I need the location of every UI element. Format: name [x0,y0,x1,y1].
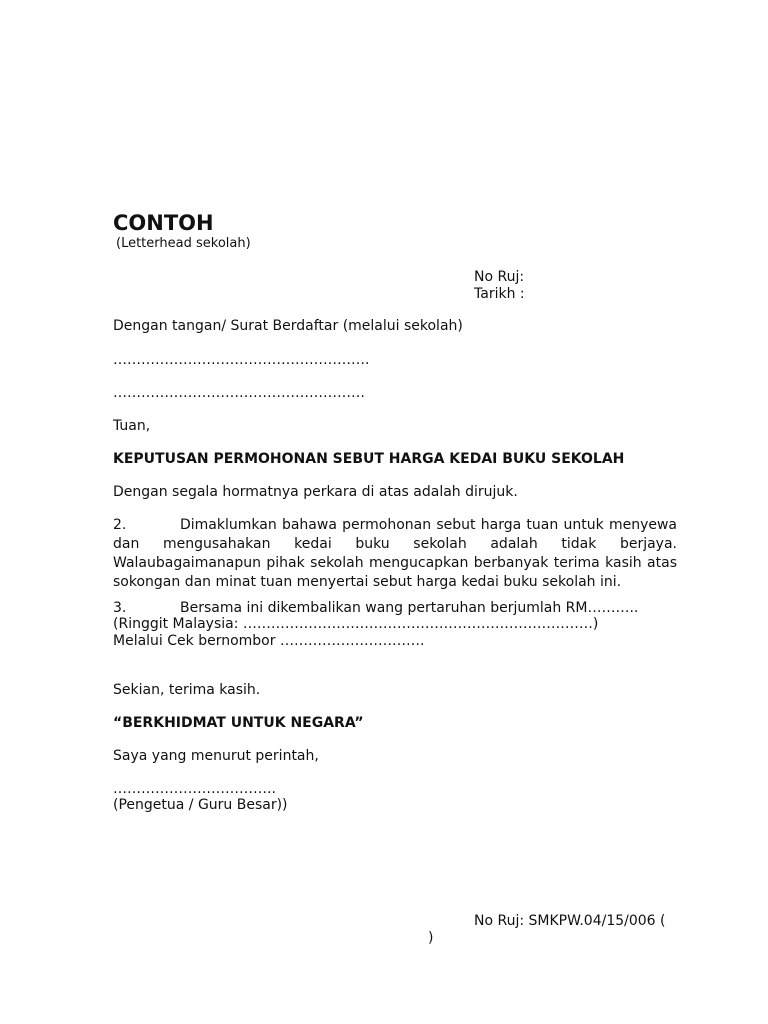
reference-label: No Ruj: [474,269,525,285]
paragraph-2-number: 2. [113,517,127,533]
paragraph-3-number: 3. [113,600,127,616]
signoff-text: Saya yang menurut perintah, [113,748,319,764]
cheque-line: Melalui Cek bernombor …………………………. [113,633,425,649]
paragraph-2-text: Dimaklumkan bahawa permohonan sebut harga tuan untuk menyewa dan mengusahakan kedai buku sekolah adalah tidak berjaya. Walaubagaimanapun pihak sekolah mengucapkan berbanyak terima kasih atas sokongan dan minat tuan menyertai sebut harga kedai buku sekolah ini. [113,517,677,590]
salutation: Tuan, [113,418,151,434]
signatory-title: (Pengetua / Guru Besar)) [113,797,288,813]
ringgit-line: (Ringgit Malaysia: …………………………………………………………………) [113,616,599,632]
letterhead-placeholder: (Letterhead sekolah) [116,236,251,251]
closing-text: Sekian, terima kasih. [113,682,261,698]
footer-reference: No Ruj: SMKPW.04/15/006 ( [474,913,666,929]
intro-paragraph: Dengan segala hormatnya perkara di atas adalah dirujuk. [113,484,518,500]
paragraph-2 [113,516,677,592]
document-title: CONTOH [113,211,214,235]
footer-close-bracket: ) [428,930,434,946]
address-line-1: ………………………………………………. [113,352,370,368]
date-label: Tarikh : [474,286,525,302]
paragraph-3-text: Bersama ini dikembalikan wang pertaruhan berjumlah RM……….. [180,600,639,616]
motto: “BERKHIDMAT UNTUK NEGARA” [113,715,364,731]
paragraph-3 [113,600,638,616]
signature-line: …………………………….. [113,781,276,797]
address-line-2: ……………………………………………… [113,385,365,401]
delivery-method: Dengan tangan/ Surat Berdaftar (melalui sekolah) [113,318,463,334]
subject-heading: KEPUTUSAN PERMOHONAN SEBUT HARGA KEDAI BUKU SEKOLAH [113,451,625,467]
